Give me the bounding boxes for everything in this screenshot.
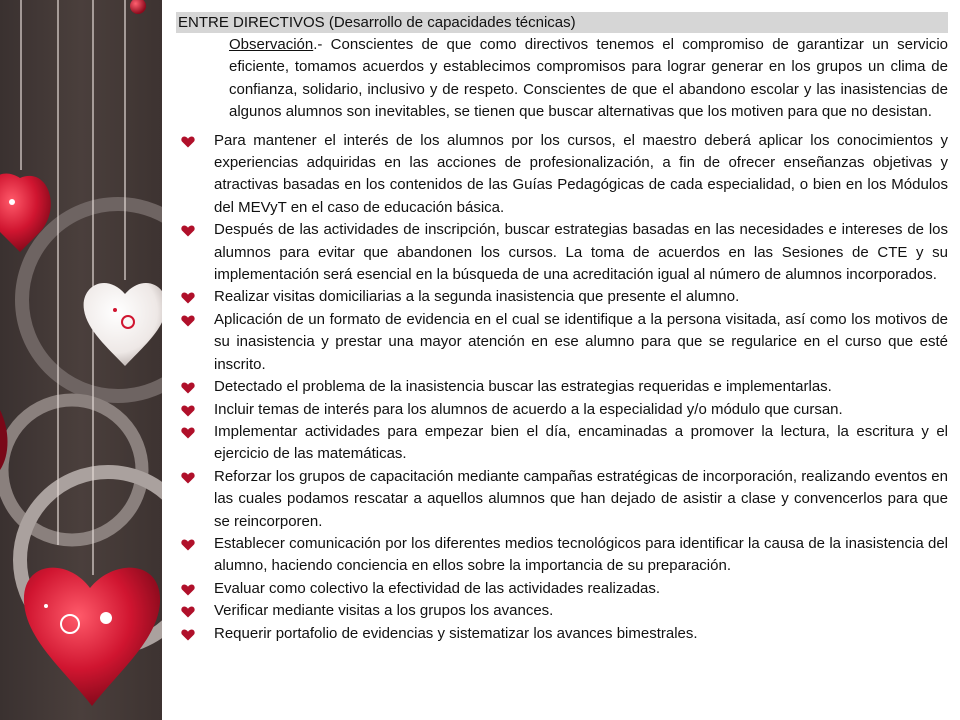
list-item: Realizar visitas domiciliarias a la segunda inasistencia que presente el alumno. (176, 286, 948, 308)
list-item: Detectado el problema de la inasistencia buscar las estrategias requeridas e implementarlas. (176, 376, 948, 398)
section-header: ENTRE DIRECTIVOS (Desarrollo de capacidades técnicas) (176, 12, 948, 33)
list-item: Evaluar como colectivo la efectividad de las actividades realizadas. (176, 578, 948, 600)
heart-icon (181, 606, 195, 618)
observation-label: Observación (229, 36, 314, 53)
list-item: Para mantener el interés de los alumnos por los cursos, el maestro deberá aplicar los conocimientos y experiencias adquiridas en las acciones de profesionalización, a fin de ofrecer enseñanzas objetivas y atractivas basadas en los contenidos de las Guías Pedagógicas de cada especialidad, o bien en los Módulos del MEVyT en el caso de educación básica. (176, 130, 948, 220)
heart-icon (181, 539, 195, 551)
heart-icon (181, 472, 195, 484)
red-ball (130, 0, 146, 14)
list-item: Verificar mediante visitas a los grupos los avances. (176, 600, 948, 622)
observation-text: .- Conscientes de que como directivos tenemos el compromiso de garantizar un servicio eficiente, tomamos acuerdos y establecimos compromisos para lograr generar en los grupos un clima de confianza, solidario, inclusivo y de respeto. Conscientes de que el abandono escolar y las inasistencias de algunos alumnos son inevitables, se tienen que buscar alternativas que los motiven para que no desistan. (229, 36, 948, 121)
heart-icon (181, 584, 195, 596)
list-item: Requerir portafolio de evidencias y sistematizar los avances bimestrales. (176, 623, 948, 645)
action-list (176, 130, 948, 645)
heart-icon (181, 315, 195, 327)
list-item: Implementar actividades para empezar bien el día, encaminadas a promover la lectura, la escritura y el ejercicio de las matemáticas. (176, 421, 948, 466)
heart-icon (181, 225, 195, 237)
heart-icon (181, 292, 195, 304)
main-content (176, 12, 948, 645)
heart-icon (181, 382, 195, 394)
list-item: Establecer comunicación por los diferentes medios tecnológicos para identificar la causa de la inasistencia del alumno, haciendo conciencia en ellos sobre la importancia de su preparación. (176, 533, 948, 578)
heart-icon (181, 427, 195, 439)
list-item: Aplicación de un formato de evidencia en el cual se identifique a la persona visitada, así como los motivos de su inasistencia y prestar una mayor atención en ese alumno para que se regularice en el curso que esté inscrito. (176, 309, 948, 376)
red-heart-bottom (24, 568, 160, 706)
list-item: Reforzar los grupos de capacitación mediante campañas estratégicas de incorporación, realizando eventos en las cuales podamos rescatar a aquellos alumnos que han dejado de asistir a clase y convencerlos para que se reincorporen. (176, 466, 948, 533)
list-item: Después de las actividades de inscripción, buscar estrategias basadas en las necesidades e intereses de los alumnos para evitar que abandonen los cursos. La toma de acuerdos en las Sesiones de CTE y su implementación será esencial en la búsqueda de una acreditación igual al número de alumnos incorporados. (176, 219, 948, 286)
decorative-side-panel (0, 0, 162, 720)
list-item: Incluir temas de interés para los alumnos de acuerdo a la especialidad y/o módulo que cursan. (176, 399, 948, 421)
heart-icon (181, 629, 195, 641)
hearts-illustration (0, 0, 162, 720)
observation-paragraph (229, 34, 948, 124)
heart-icon (181, 405, 195, 417)
heart-icon (181, 136, 195, 148)
